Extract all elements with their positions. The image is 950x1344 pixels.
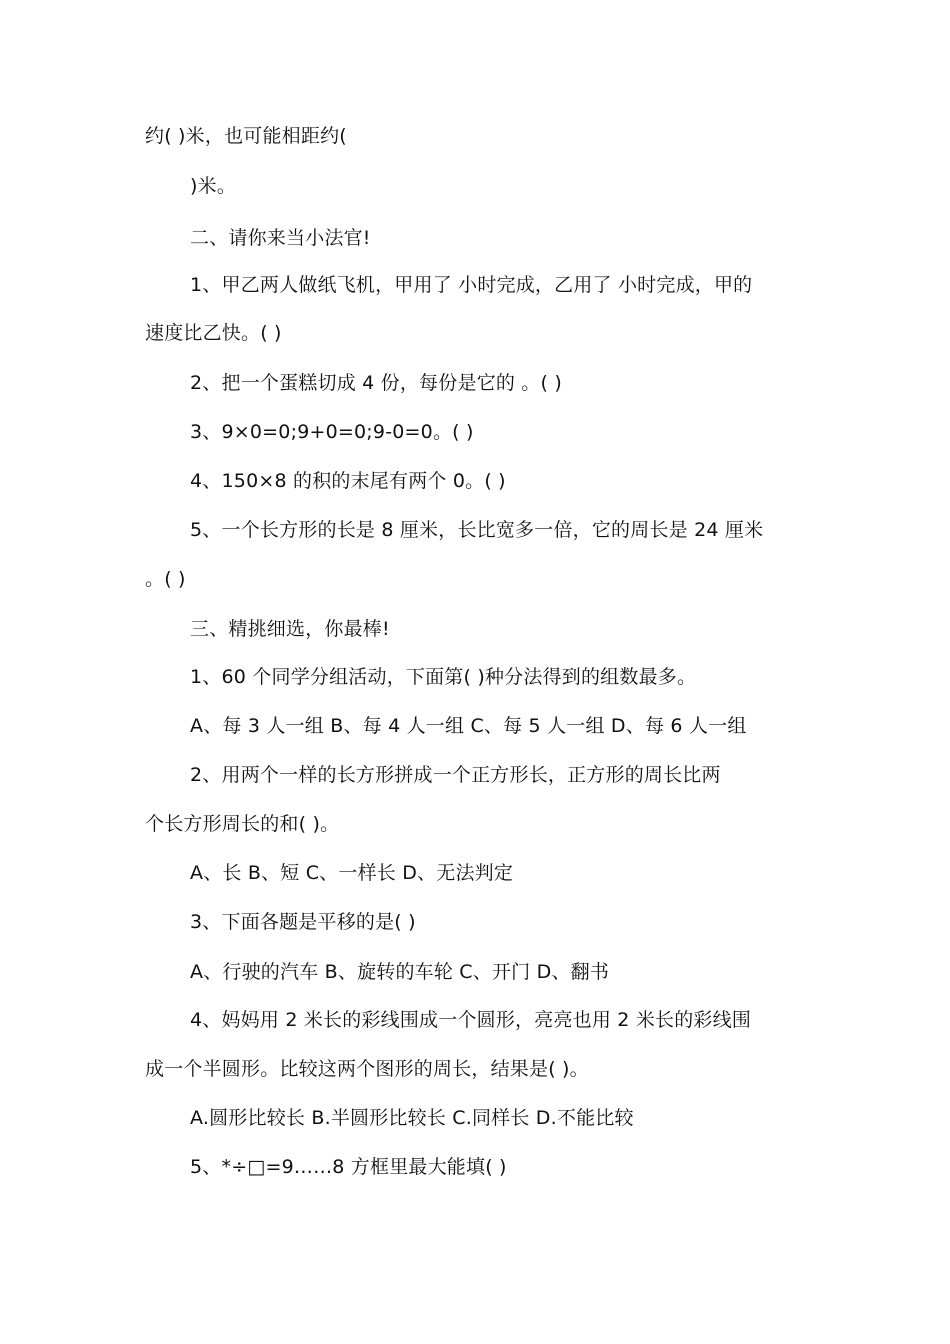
- question-text: 4、150×8 的积的末尾有两个 0。( ): [190, 470, 506, 492]
- question-text: 成一个半圆形。比较这两个图形的周长，结果是( )。: [145, 1058, 589, 1080]
- text-line: 约( )米，也可能相距约(: [145, 125, 347, 147]
- question-text: 1、甲乙两人做纸飞机，甲用了 小时完成，乙用了 小时完成，甲的: [190, 274, 753, 296]
- question-text: 2、用两个一样的长方形拼成一个正方形长，正方形的周长比两: [190, 764, 721, 786]
- question-text: 3、下面各题是平移的是( ): [190, 911, 416, 933]
- answer-options: A、长 B、短 C、一样长 D、无法判定: [190, 862, 514, 884]
- question-text: 5、一个长方形的长是 8 厘米，长比宽多一倍，它的周长是 24 厘米: [190, 519, 764, 541]
- question-text: 5、*÷□=9……8 方框里最大能填( ): [190, 1156, 507, 1178]
- answer-options: A、行驶的汽车 B、旋转的车轮 C、开门 D、翻书: [190, 961, 610, 983]
- question-text: 1、60 个同学分组活动，下面第( )种分法得到的组数最多。: [190, 666, 697, 688]
- question-text: 。( ): [145, 568, 186, 590]
- text-line: )米。: [190, 175, 237, 197]
- question-text: 3、9×0=0;9+0=0;9-0=0。( ): [190, 421, 474, 443]
- section-heading: 二、请你来当小法官!: [190, 227, 371, 249]
- question-text: 2、把一个蛋糕切成 4 份，每份是它的 。( ): [190, 372, 562, 394]
- question-text: 速度比乙快。( ): [145, 322, 282, 344]
- section-heading: 三、精挑细选，你最棒!: [190, 618, 390, 640]
- answer-options: A、每 3 人一组 B、每 4 人一组 C、每 5 人一组 D、每 6 人一组: [190, 715, 747, 737]
- question-text: 4、妈妈用 2 米长的彩线围成一个圆形，亮亮也用 2 米长的彩线围: [190, 1009, 752, 1031]
- answer-options: A.圆形比较长 B.半圆形比较长 C.同样长 D.不能比较: [190, 1107, 634, 1129]
- question-text: 个长方形周长的和( )。: [145, 813, 340, 835]
